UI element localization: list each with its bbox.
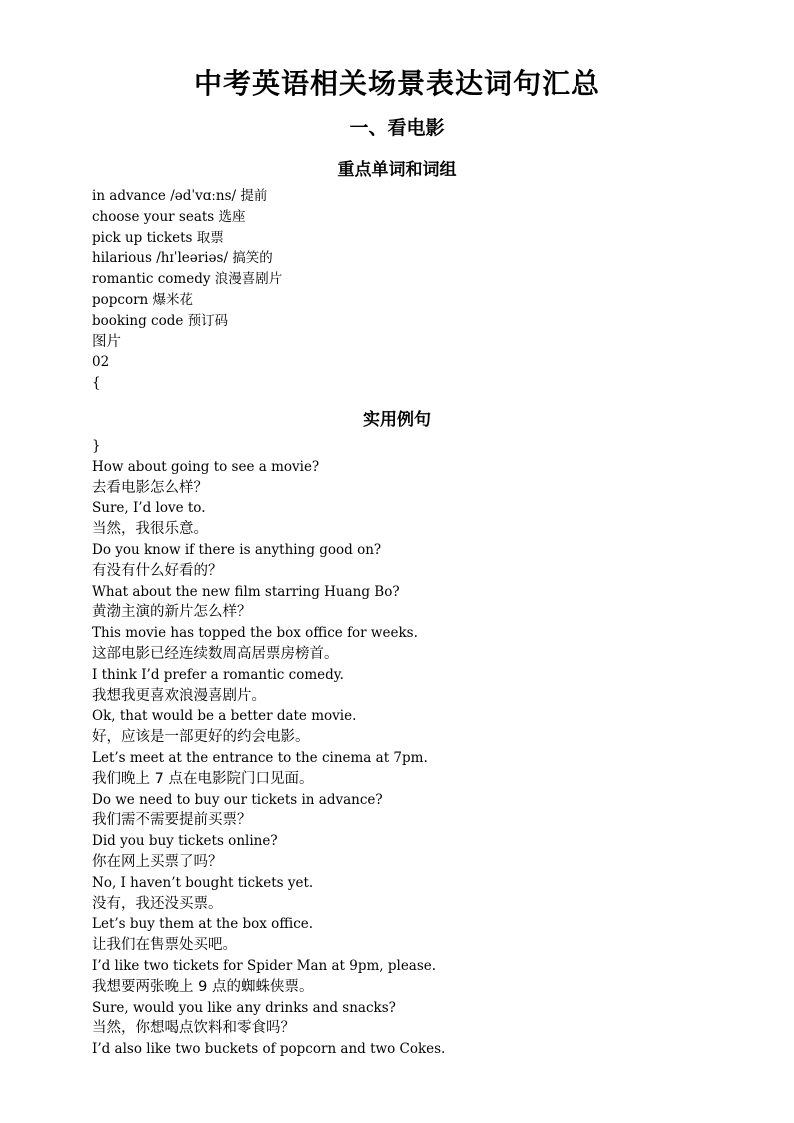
document-title: 中考英语相关场景表达词句汇总 xyxy=(193,67,600,100)
vocab-line: romantic comedy 浪漫喜剧片 xyxy=(92,271,283,288)
vocab-line: 图片 xyxy=(92,333,121,350)
sentence-line: 当然，我很乐意。 xyxy=(92,521,208,538)
vocab-line: choose your seats 选座 xyxy=(92,208,246,225)
vocab-heading: 重点单词和词组 xyxy=(337,160,457,180)
sentence-line: Let’s meet at the entrance to the cinema at 7pm. xyxy=(92,749,428,766)
sentences-list xyxy=(92,436,732,1060)
sentence-line: Ok, that would be a better date movie. xyxy=(92,708,357,725)
sentences-heading: 实用例句 xyxy=(363,410,431,430)
vocab-line: popcorn 爆米花 xyxy=(92,291,194,308)
sentence-line: I’d also like two buckets of popcorn and two Cokes. xyxy=(92,1041,446,1058)
sentence-line: I think I’d prefer a romantic comedy. xyxy=(92,666,344,683)
vocab-line: in advance /ədˈvɑːns/ 提前 xyxy=(92,188,268,204)
sentence-line: 这部电影已经连续数周高居票房榜首。 xyxy=(92,645,339,662)
sentence-line: 我们晚上 7 点在电影院门口见面。 xyxy=(92,770,314,787)
sentence-line: Did you buy tickets online? xyxy=(92,833,278,850)
sentence-line: Do you know if there is anything good on? xyxy=(92,541,382,558)
vocab-line: pick up tickets 取票 xyxy=(92,229,224,246)
sentence-line: 当然，你想喝点饮料和零食吗？ xyxy=(92,1020,295,1037)
sentence-line: I’d like two tickets for Spider Man at 9pm, please. xyxy=(92,957,437,974)
sentence-line: This movie has topped the box office for weeks. xyxy=(92,625,418,642)
sentence-line: Do we need to buy our tickets in advance? xyxy=(92,791,383,808)
sentence-line: 没有，我还没买票。 xyxy=(92,895,223,912)
sentence-line: No, I haven’t bought tickets yet. xyxy=(92,874,314,891)
sentence-line: 黄渤主演的新片怎么样？ xyxy=(92,604,252,621)
sentence-line: 好，应该是一部更好的约会电影。 xyxy=(92,729,310,746)
sentence-line: 我想我更喜欢浪漫喜剧片。 xyxy=(92,687,266,704)
sentence-line: 去看电影怎么样？ xyxy=(92,479,208,496)
sentence-line: 我想要两张晚上 9 点的蜘蛛侠票。 xyxy=(92,978,314,995)
vocab-list xyxy=(92,186,732,394)
sentence-line: 有没有什么好看的？ xyxy=(92,562,223,579)
vocab-line: booking code 预订码 xyxy=(92,312,229,329)
sentence-line: How about going to see a movie? xyxy=(92,458,320,475)
sentence-line: 我们需不需要提前买票？ xyxy=(92,812,252,829)
vocab-line: 02 xyxy=(92,354,110,371)
vocab-line: hilarious /hɪˈleəriəs/ 搞笑的 xyxy=(92,250,273,267)
sentence-line: Sure, would you like any drinks and snacks? xyxy=(92,999,396,1016)
vocab-line: { xyxy=(92,375,101,392)
sentence-line: } xyxy=(92,438,101,454)
sentence-line: Sure, I’d love to. xyxy=(92,500,206,517)
sentence-line: What about the new film starring Huang Bo? xyxy=(92,583,400,600)
sentence-line: 你在网上买票了吗？ xyxy=(92,853,223,870)
section-heading: 一、看电影 xyxy=(349,117,445,139)
sentence-line: Let’s buy them at the box office. xyxy=(92,916,314,933)
sentence-line: 让我们在售票处买吧。 xyxy=(92,937,237,954)
